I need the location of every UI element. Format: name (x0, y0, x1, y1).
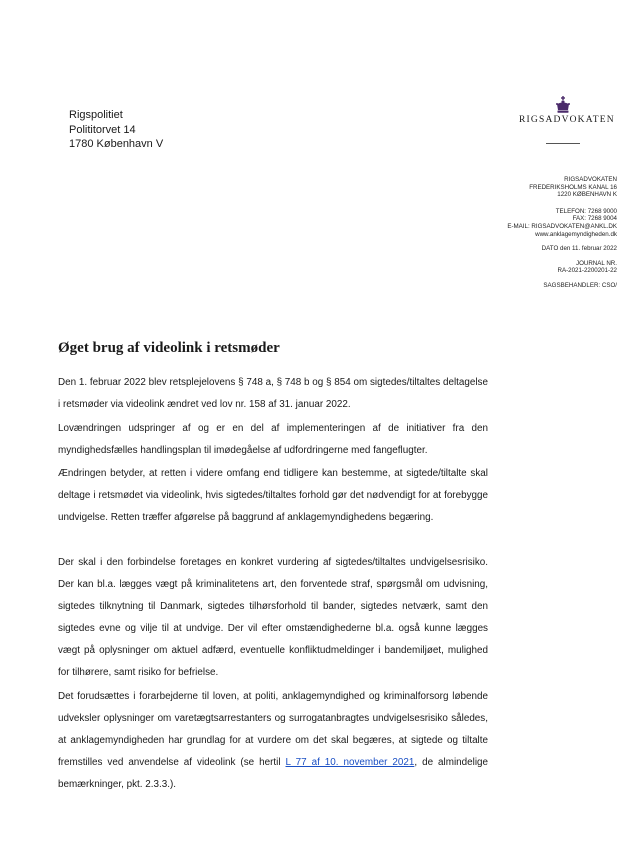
paragraph-5 (58, 686, 488, 796)
recipient-name: Rigspolitiet (69, 109, 123, 121)
sender-street: FREDERIKSHOLMS KANAL 16 (529, 183, 617, 191)
paragraph-5-before: Det forudsættes i forarbejderne til loven, at politi, anklagemyndighed og kriminalforsorg løbende udveksler oplysninger om varetægtsarrestanters og surrogatanbragtes undvigelsesrisiko således, at anklagemyndigheden har grundlag for at vurdere om det skal begæres, at sigtede og tiltalte fremstilles ved anvendelse af videolink (se hertil (58, 691, 488, 768)
law-reference-link[interactable]: L 77 af 10. november 2021 (285, 757, 415, 768)
paragraph-4 (58, 552, 488, 684)
sender-phone: TELEFON: 7268 9000 (555, 207, 617, 215)
document-title: Øget brug af videolink i retsmøder (58, 340, 280, 356)
sender-info (437, 176, 617, 290)
paragraph-3 (58, 463, 488, 529)
sender-name: RIGSADVOKATEN (564, 176, 617, 183)
recipient-address (69, 108, 163, 152)
paragraph-1-text: Den 1. februar 2022 blev retsplejelovens § 748 a, § 748 b og § 854 om sigtedes/tiltaltes deltagelse i retsmøder via videolink ændret ved lov nr. 158 af 31. januar 2022. (58, 377, 488, 410)
paragraph-5-text (58, 686, 488, 796)
logo-divider (546, 143, 580, 144)
journal-number: RA-2021-2200201-22 (557, 267, 617, 275)
sender-city: 1220 KØBENHAVN K (557, 191, 617, 199)
paragraph-2-text: Lovændringen udspringer af og er en del af implementeringen af de initiativer fra den myndighedsfælles handlingsplan til imødegåelse af udfordringerne med fangeflugter. (58, 423, 488, 456)
paragraph-1 (58, 372, 488, 416)
letter-date: DATO den 11. februar 2022 (541, 245, 617, 253)
logo-text: RIGSADVOKATEN (519, 115, 615, 125)
journal-label: JOURNAL NR. (575, 259, 617, 267)
paragraph-3-text: Ændringen betyder, at retten i videre omfang end tidligere kan bestemme, at sigtede/tiltalte skal deltage i retsmødet via videolink, hvis sigtedes/tiltaltes forhold gør det nødvendigt for at forebygge undvigelse. Retten træffer afgørelse på baggrund af anklagemyndighedens begæring. (58, 468, 488, 523)
crown-icon (555, 96, 571, 114)
rigsadvokaten-logo (519, 96, 615, 144)
sender-email: E-MAIL: RIGSADVOKATEN@ANKL.DK (507, 222, 617, 230)
sender-fax: FAX: 7268 9004 (572, 215, 617, 223)
paragraph-5-after: , de almindelige bemærkninger, pkt. 2.3.3.). (58, 757, 488, 790)
sender-web: www.anklagemyndigheden.dk (535, 230, 617, 238)
recipient-street: Polititorvet 14 (69, 123, 136, 136)
recipient-city: 1780 København V (69, 138, 164, 150)
paragraph-2 (58, 418, 488, 462)
case-officer: SAGSBEHANDLER: CSO/ (543, 281, 617, 289)
paragraph-4-text: Der skal i den forbindelse foretages en konkret vurdering af sigtedes/tiltaltes undvigelsesrisiko. Der kan bl.a. lægges vægt på kriminalitetens art, den forventede straf, spørgsmål om udvisning, sigtedes tilknytning til Danmark, sigtedes tilhørsforhold til bander, sigtedes netværk, samt den sigtedes evne og vilje til at undvige. Der vil efter omstændighederne bl.a. også kunne lægges vægt på oplysninger om aktuel adfærd, eventuelle konfliktudmeldinger i bandemiljøet, mulighed for tilhørere, samt risiko for befrielse. (58, 557, 488, 678)
